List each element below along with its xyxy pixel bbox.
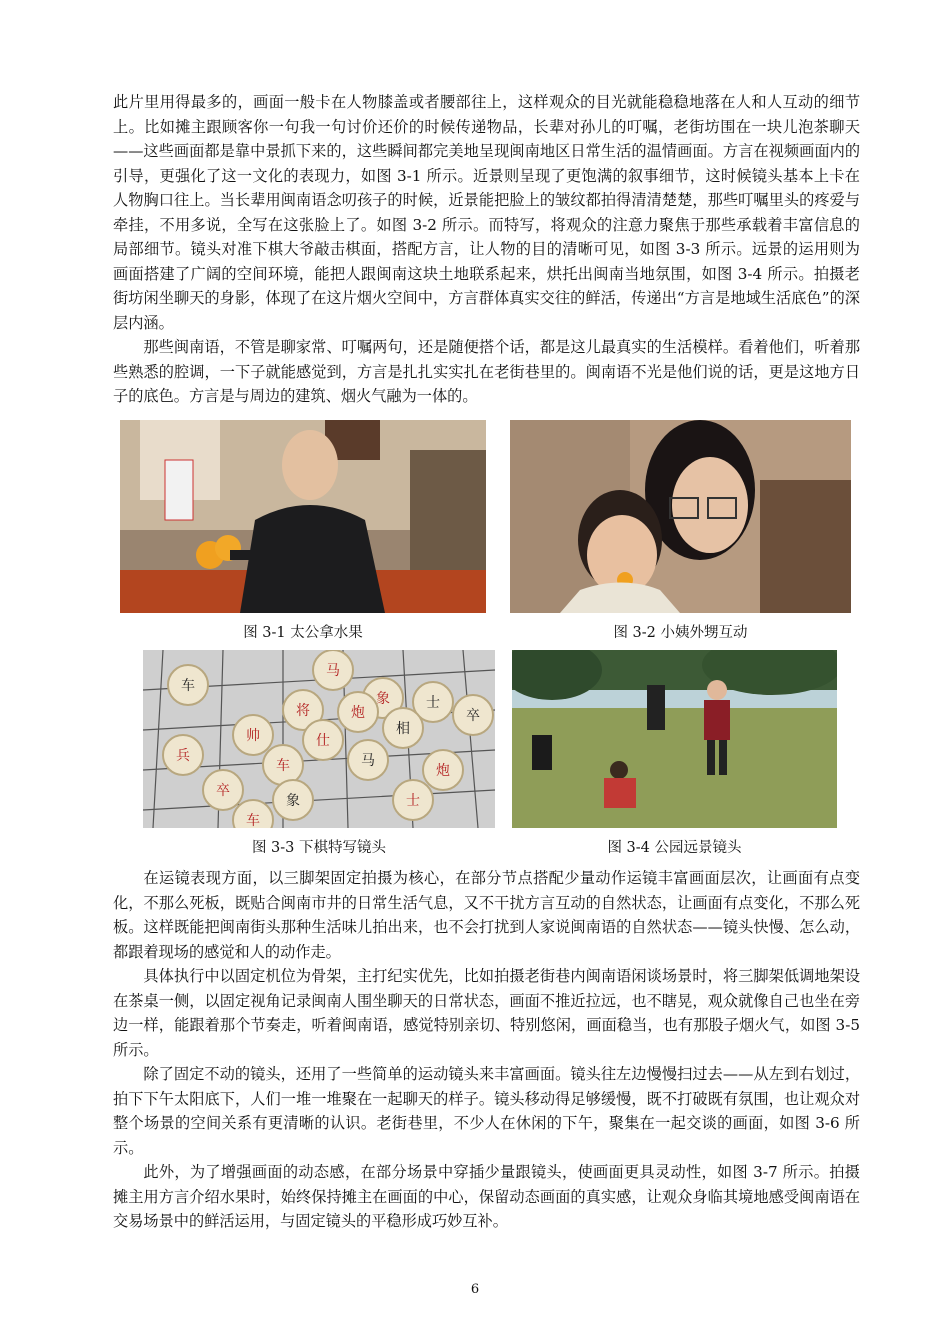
chess-piece-label: 士 xyxy=(406,793,420,809)
figure-caption: 图 3-2 小姨外甥互动 xyxy=(613,625,748,641)
page-number: 6 xyxy=(470,1282,480,1297)
chess-piece-label: 卒 xyxy=(216,783,230,799)
chess-piece-label: 兵 xyxy=(176,748,190,764)
chess-piece-label: 象 xyxy=(376,691,390,707)
figure-elder-fruit-photo xyxy=(120,420,486,613)
body-text-top xyxy=(113,90,860,409)
chess-piece-label: 象 xyxy=(286,793,300,809)
paragraph: 那些闽南语，不管是聊家常、叮嘱两句，还是随便搭个话，都是这儿最真实的生活模样。看着他们，听着那些熟悉的腔调，一下子就能感觉到，方言是扎扎实实扎在老街巷里的。闽南语不光是他们说的话，更是这地方日子的底色。方言是与周边的建筑、烟火气融为一体的。 xyxy=(113,338,860,405)
paragraph: 此外，为了增强画面的动态感，在部分场景中穿插少量跟镜头，使画面更具灵动性，如图 3-7 所示。拍摄摊主用方言介绍水果时，始终保持摊主在画面的中心，保留动态画面的真实感，让观众身临其境地感受闽南语在交易场景中的鲜活运用，与固定镜头的平稳形成巧妙互补。 xyxy=(113,1163,860,1230)
paragraph: 除了固定不动的镜头，还用了一些简单的运动镜头来丰富画面。镜头往左边慢慢扫过去——从左到右划过，拍下下午太阳底下，人们一堆一堆聚在一起聊天的样子。镜头移动得足够缓慢，既不打破既有氛围，也让观众对整个场景的空间关系有更清晰的认识。老街巷里，不少人在休闲的下午，聚集在一起交谈的画面，如图 3-6 所示。 xyxy=(113,1065,860,1157)
chess-piece-label: 炮 xyxy=(351,705,365,721)
paragraph: 此片里用得最多的，画面一般卡在人物膝盖或者腰部往上，这样观众的目光就能稳稳地落在人和人互动的细节上。比如摊主跟顾客你一句我一句讨价还价的时候传递物品，长辈对孙儿的叮嘱，老街坊围在一块儿泡茶聊天——这些画面都是靠中景抓下来的，这些瞬间都完美地呈现闽南地区日常生活的温情画面。方言在视频画面内的引导，更强化了这一文化的表现力，如图 3-1 所示。近景则呈现了更饱满的叙事细节，这时候镜头基本上卡在人物胸口往上。当长辈用闽南语念叨孩子的时候，近景能把脸上的皱纹都拍得清清楚楚，那些叮嘱里头的疼爱与牵挂，不用多说，全写在这张脸上了。如图 3-2 所示。而特写，将观众的注意力聚焦于那些承载着丰富信息的局部细节。镜头对准下棋大爷敲击棋面，搭配方言，让人物的目的清晰可见，如图 3-3 所示。远景的运用则为画面搭建了广阔的空间环境，能把人跟闽南这块土地联系起来，烘托出闽南当地氛围，如图 3-4 所示。拍摄老街坊闲坐聊天的身影，体现了在这片烟火空间中，方言群体真实交往的鲜活，传递出“方言是地域生活底色”的深层内涵。 xyxy=(113,93,860,332)
chess-piece-label: 卒 xyxy=(466,708,480,724)
paragraph: 在运镜表现方面，以三脚架固定拍摄为核心，在部分节点搭配少量动作运镜丰富画面层次，让画面有点变化，不那么死板，既贴合闽南市井的日常生活气息，又不干扰方言互动的自然状态，让画面有点变化，不那么死板。这样既能把闽南街头那种生活味儿拍出来，也不会打扰到人家说闽南语的自然状态——镜头快慢、怎么动，都跟着现场的感觉和人的动作走。 xyxy=(113,869,860,961)
figure-aunt-nephew-photo xyxy=(510,420,851,613)
paragraph: 具体执行中以固定机位为骨架，主打纪实优先，比如拍摄老街巷内闽南语闲谈场景时，将三脚架低调地架设在茶桌一侧，以固定视角记录闽南人围坐聊天的日常状态，画面不推近拉远，也不瞎晃，观众就像自己也坐在旁边一样，能跟着那个节奏走，听着闽南语，感觉特别亲切、特别悠闲，画面稳当，也有那股子烟火气，如图 3-5 所示。 xyxy=(113,967,860,1059)
chess-piece-label: 炮 xyxy=(436,763,450,779)
chess-piece-label: 马 xyxy=(326,663,340,679)
chess-piece-label: 士 xyxy=(426,695,440,711)
chess-piece-label: 帅 xyxy=(246,728,260,744)
chess-piece-label: 马 xyxy=(361,753,375,769)
chess-piece-label: 相 xyxy=(396,721,410,737)
body-text-bottom xyxy=(113,866,860,1234)
chess-piece-label: 仕 xyxy=(316,733,330,749)
chess-piece-label: 车 xyxy=(181,678,195,694)
chess-piece-label: 将 xyxy=(296,703,310,719)
chess-piece-label: 车 xyxy=(276,758,290,774)
figure-park-wide-photo xyxy=(512,650,837,828)
figure-chess-closeup-photo xyxy=(143,650,495,828)
figure-caption: 图 3-1 太公拿水果 xyxy=(243,625,363,641)
figure-caption: 图 3-3 下棋特写镜头 xyxy=(251,840,387,856)
chess-piece-label: 车 xyxy=(246,813,260,828)
figure-caption: 图 3-4 公园远景镜头 xyxy=(607,840,742,856)
